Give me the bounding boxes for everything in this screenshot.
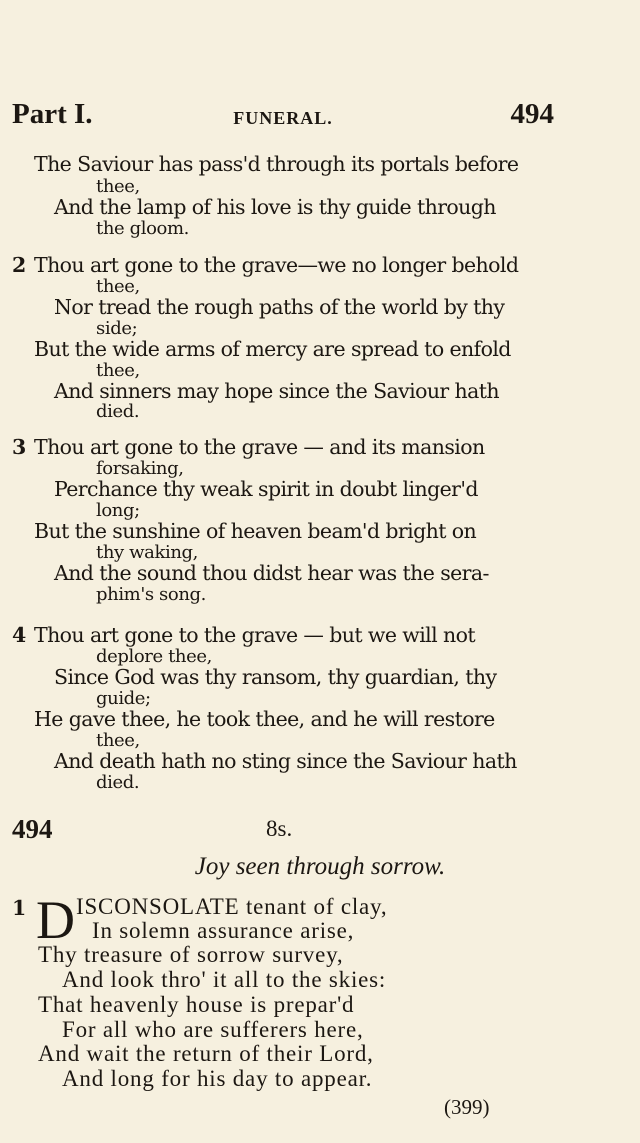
stanza-number: 2 [12, 253, 27, 277]
drop-cap: D [36, 890, 75, 950]
verse-line: That heavenly house is prepar'd [38, 992, 355, 1017]
verse-line-continuation: deplore thee, [96, 646, 212, 667]
verse-line: And sinners may hope since the Saviour hath [54, 379, 499, 403]
verse-line-continuation: thee, [96, 360, 140, 381]
verse-line-continuation: long; [96, 500, 140, 521]
stanza-number: 3 [12, 435, 27, 459]
verse-line: In solemn assurance arise, [92, 918, 355, 943]
verse-line: Thy treasure of sorrow survey, [38, 942, 344, 967]
verse-line-continuation: died. [96, 401, 140, 422]
verse-line: And the lamp of his love is thy guide through [54, 195, 496, 219]
header-hymn-number: 494 [510, 98, 554, 130]
page-number: (399) [444, 1095, 490, 1119]
verse-line-continuation: guide; [96, 688, 151, 709]
section-title: FUNERAL. [233, 108, 333, 128]
verse-line-continuation: thee, [96, 176, 140, 197]
verse-line: And the sound thou didst hear was the sera- [54, 561, 489, 585]
verse-line: Nor tread the rough paths of the world by thy [54, 295, 505, 319]
stanza-number: 4 [12, 623, 27, 647]
verse-line-continuation: phim's song. [96, 584, 206, 605]
stanza-number: 1 [12, 896, 27, 920]
verse-line-continuation: side; [96, 318, 138, 339]
verse-line: And wait the return of their Lord, [38, 1041, 374, 1066]
verse-line-continuation: thy waking, [96, 542, 198, 563]
hymn-number: 494 [12, 814, 53, 844]
hymn-title: Joy seen through sorrow. [194, 853, 446, 880]
running-header [12, 98, 554, 138]
verse-line: Thou art gone to the grave—we no longer behold [34, 253, 519, 277]
verse-line: Thou art gone to the grave — and its mansion [34, 435, 485, 459]
verse-line-continuation: thee, [96, 730, 140, 751]
verse-line-continuation: the gloom. [96, 218, 189, 239]
verse-line: Perchance thy weak spirit in doubt linger'd [54, 477, 478, 501]
verse-line: ISCONSOLATE tenant of clay, [76, 894, 388, 919]
verse-line-continuation: died. [96, 772, 140, 793]
verse-line-continuation: thee, [96, 276, 140, 297]
verse-line: Thou art gone to the grave — but we will not [34, 623, 475, 647]
verse-line: But the sunshine of heaven beam'd bright on [34, 519, 477, 543]
verse-line-continuation: forsaking, [96, 458, 184, 479]
hymn-meter: 8s. [266, 816, 293, 841]
verse-line: But the wide arms of mercy are spread to enfold [34, 337, 511, 361]
verse-line: And death hath no sting since the Saviour hath [54, 749, 517, 773]
verse-line: He gave thee, he took thee, and he will restore [34, 707, 495, 731]
verse-line: And long for his day to appear. [62, 1066, 373, 1091]
verse-line: And look thro' it all to the skies: [62, 967, 387, 992]
verse-line: The Saviour has pass'd through its portals before [34, 152, 519, 176]
part-label: Part I. [12, 98, 93, 130]
verse-line: Since God was thy ransom, thy guardian, thy [54, 665, 497, 689]
verse-line: For all who are sufferers here, [62, 1017, 364, 1042]
